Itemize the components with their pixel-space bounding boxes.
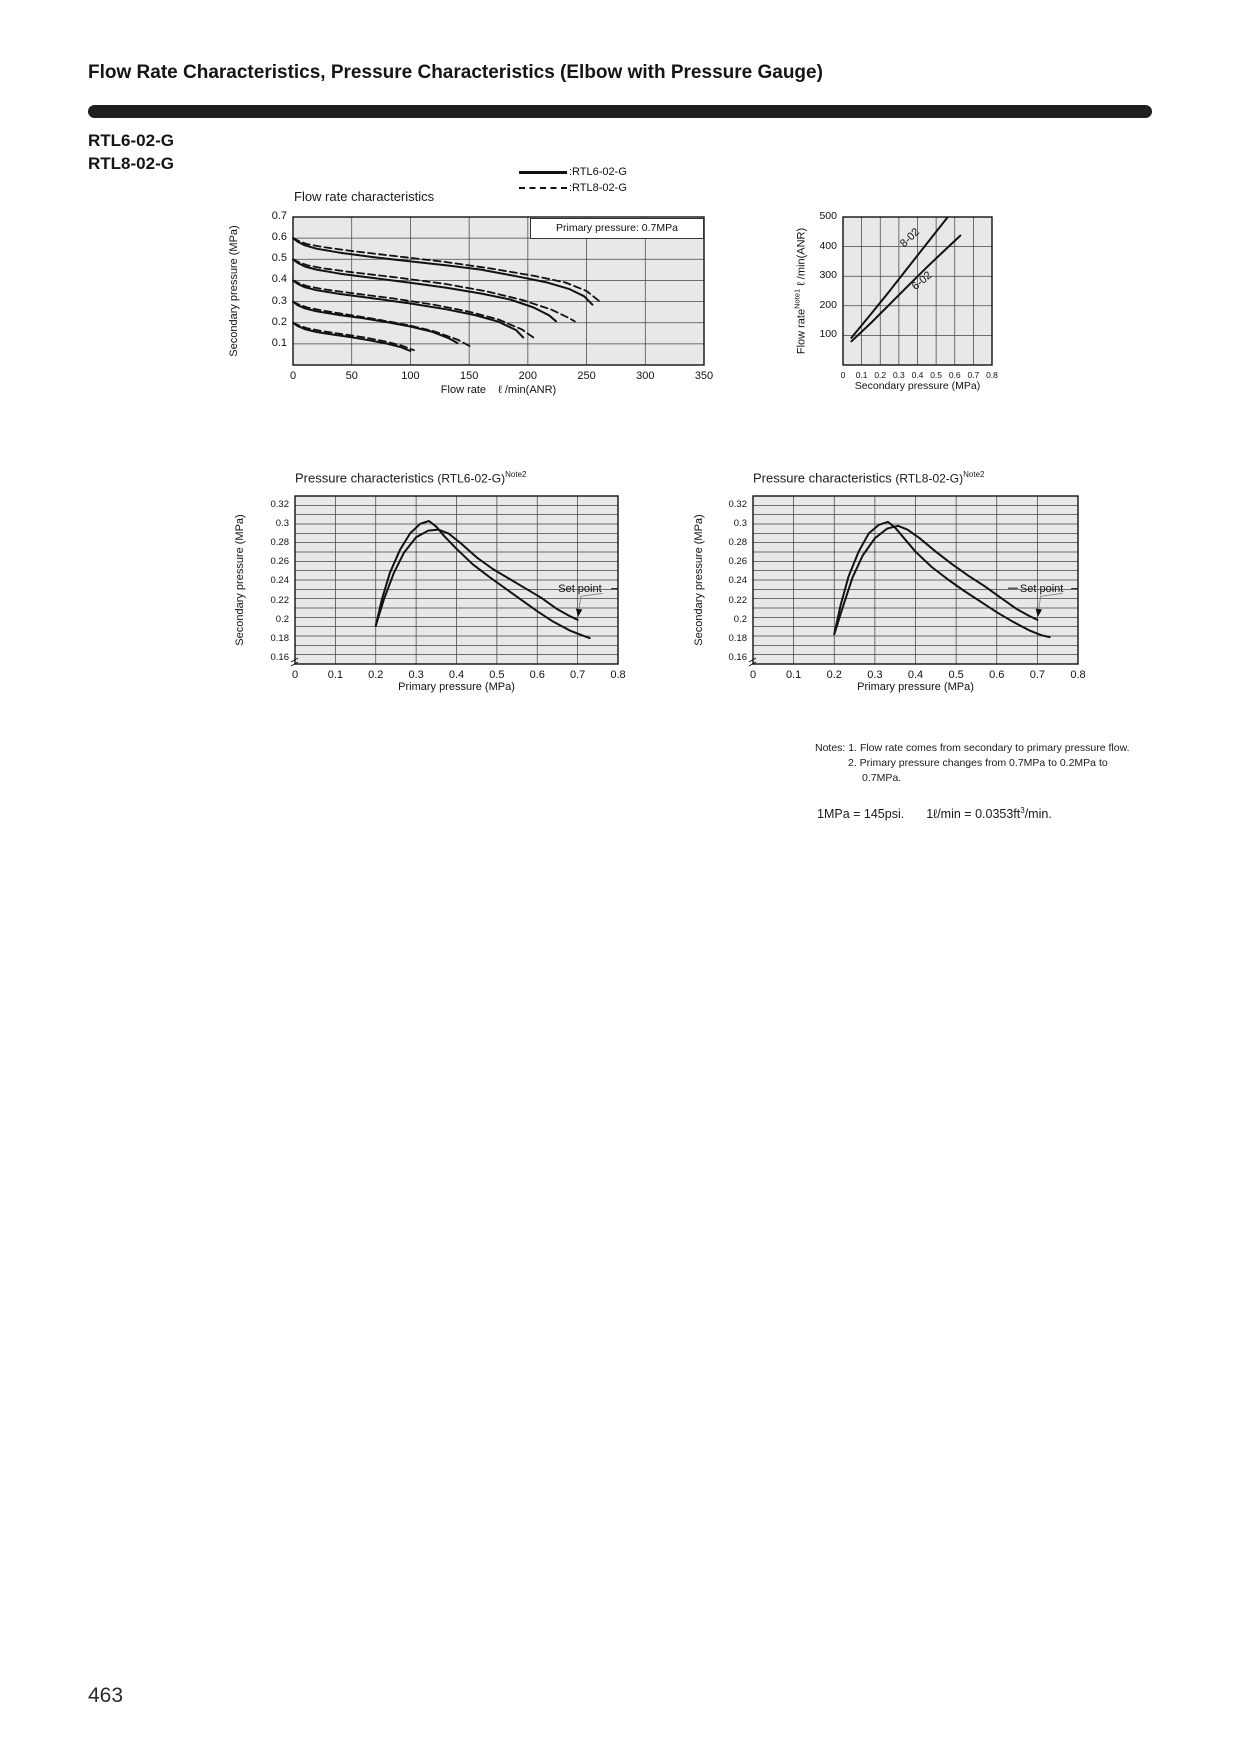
y-axis-label: Flow rate$^{Note1}$ ℓ /min(ANR): [792, 227, 808, 355]
note-line-3: 0.7MPa.: [862, 772, 902, 784]
x-tick-label: 200: [518, 370, 538, 382]
legend-label-rtl6: :RTL6-02-G: [569, 166, 627, 178]
y-tick-label: 0.28: [270, 537, 289, 548]
model-number-rtl8: RTL8-02-G: [88, 154, 174, 173]
x-tick-label: 0.5: [489, 669, 505, 681]
x-tick-label: 300: [636, 370, 655, 382]
x-tick-label: 150: [459, 370, 479, 382]
y-tick-label: 300: [819, 269, 837, 282]
x-tick-label: 0: [749, 669, 757, 681]
y-tick-label: 0.3: [271, 294, 287, 307]
y-tick-label: 0.2: [733, 613, 747, 625]
primary-pressure-annotation: Primary pressure: 0.7MPa: [530, 218, 704, 239]
y-tick-label: 0.6: [271, 231, 287, 244]
y-tick-label: 0.24: [270, 575, 289, 587]
y-axis-label: Secondary pressure (MPa): [234, 514, 246, 646]
page-title: Flow Rate Characteristics, Pressure Characteristics (Elbow with Pressure Gauge): [88, 62, 823, 83]
y-tick-label: 100: [819, 328, 837, 341]
y-tick-label: 0.3: [275, 517, 289, 529]
x-tick-label: 0.8: [1070, 669, 1086, 681]
note1-superscript: Note1: [792, 288, 802, 309]
y-tick-label: 0.16: [270, 652, 289, 664]
y-tick-label: 0.5: [271, 252, 287, 265]
x-tick-label: 0.7: [1029, 669, 1046, 681]
y-tick-label: 0.26: [270, 556, 289, 568]
x-tick-label: 0.2: [368, 669, 384, 681]
x-tick-label: 0.8: [986, 370, 998, 380]
x-tick-label: 0.3: [408, 669, 424, 681]
y-tick-label: 0.2: [275, 613, 289, 625]
x-tick-label: 0.2: [826, 669, 842, 681]
x-tick-label: 250: [577, 370, 596, 382]
y-tick-label: 0.32: [270, 498, 289, 510]
y-tick-label: 0.7: [271, 210, 287, 222]
pressure-rtl8-plot: [753, 496, 1078, 664]
x-tick-label: 0: [840, 370, 846, 380]
model-numbers: [88, 129, 174, 175]
chart-flow-vs-secondary-pressure: [792, 210, 998, 392]
note-line-1: Notes: 1. Flow rate comes from secondary to primary pressure flow.: [815, 742, 1130, 754]
x-tick-label: 0.6: [529, 669, 545, 681]
y-tick-label: 0.2: [271, 315, 287, 328]
x-axis-label: Primary pressure (MPa): [398, 681, 515, 693]
chart-title: Pressure characteristics $(RTL8-02-G)^{Note2}$: [753, 470, 985, 486]
legend-dashed-line-sample: [519, 187, 567, 189]
y-axis-label: Secondary pressure (MPa): [693, 514, 705, 646]
x-tick-label: 0.4: [907, 669, 924, 681]
pressure-rtl6-plot: [295, 496, 618, 664]
x-tick-label: 0.4: [911, 370, 924, 380]
y-tick-label: 0.1: [271, 336, 287, 349]
note2-superscript: Note2: [963, 470, 985, 479]
y-tick-label: 500: [819, 210, 837, 222]
page-number: 463: [88, 1684, 124, 1707]
y-tick-label: 0.4: [271, 273, 287, 286]
chart-pressure-characteristics-rtl8: [693, 470, 1086, 693]
legend: [519, 164, 627, 196]
y-tick-label: 0.16: [728, 652, 747, 664]
y-tick-label: 0.24: [728, 575, 747, 587]
x-tick-label: 100: [401, 370, 420, 382]
chart-title: Flow rate characteristics: [294, 189, 435, 204]
x-tick-label: 0.3: [892, 370, 905, 380]
x-axis-label: Flow rate ℓ /min(ANR): [440, 384, 557, 396]
x-tick-label: 0.2: [874, 370, 887, 380]
chart-pressure-characteristics-rtl6: [234, 470, 626, 693]
chart-flow-rate-characteristics: [228, 166, 714, 396]
line-label-8-02: 8-02: [897, 226, 922, 251]
y-tick-label: 0.26: [728, 556, 747, 568]
y-tick-label: 0.18: [270, 633, 289, 644]
y-tick-label: 0.32: [728, 498, 747, 510]
y-tick-label: 200: [819, 298, 837, 311]
x-tick-label: 0.7: [569, 669, 586, 681]
x-axis-label: Primary pressure (MPa): [857, 681, 974, 693]
legend-row-rtl6: [519, 164, 627, 180]
chart-title: Pressure characteristics $(RTL6-02-G)^{Note2}$: [295, 470, 527, 486]
x-tick-label: 0: [289, 370, 297, 382]
y-tick-label: 0.3: [733, 517, 747, 529]
x-tick-label: 0.3: [867, 669, 883, 681]
x-tick-label: 0.6: [948, 370, 961, 380]
y-tick-label: 0.22: [270, 594, 289, 606]
x-axis-label: Secondary pressure (MPa): [854, 380, 981, 392]
note2-superscript: Note2: [505, 470, 527, 479]
set-point-label: Set point: [558, 582, 602, 595]
x-tick-label: 0.1: [327, 669, 344, 681]
legend-solid-line-sample: [519, 171, 567, 174]
x-tick-label: 0.5: [930, 370, 943, 380]
x-tick-label: 0.6: [989, 669, 1005, 681]
y-tick-label: 0.18: [728, 633, 747, 644]
model-number-rtl6: RTL6-02-G: [88, 131, 174, 150]
line-label-6-02: 6-02: [909, 269, 935, 293]
title-underline-bar: [88, 105, 1152, 118]
set-point-label: Set point: [1019, 582, 1064, 595]
y-tick-label: 0.22: [728, 594, 747, 606]
note-line-2: 2. Primary pressure changes from 0.7MPa to 0.2MPa to: [848, 757, 1108, 769]
y-tick-label: 400: [819, 239, 837, 252]
unit-conversion: 1MPa = 145psi. 1ℓ/min = $0.0353ft^3/\min$.: [817, 806, 1052, 822]
x-tick-label: 0.5: [948, 669, 964, 681]
x-tick-label: 0.1: [855, 370, 868, 380]
x-tick-label: 350: [694, 370, 714, 382]
x-tick-label: 0.4: [448, 669, 465, 681]
x-tick-label: 0.1: [785, 669, 802, 681]
flow-rate-plot: [293, 217, 704, 365]
x-tick-label: 50: [345, 370, 358, 382]
x-tick-label: 0.7: [967, 370, 980, 380]
y-axis-label: Secondary pressure (MPa): [228, 225, 240, 357]
legend-label-rtl8: :RTL8-02-G: [569, 182, 627, 194]
y-tick-label: 0.28: [728, 537, 747, 548]
legend-row-rtl8: [519, 180, 627, 196]
x-tick-label: 0: [291, 669, 299, 681]
x-tick-label: 0.8: [610, 669, 626, 681]
notes-block: [815, 741, 1130, 786]
